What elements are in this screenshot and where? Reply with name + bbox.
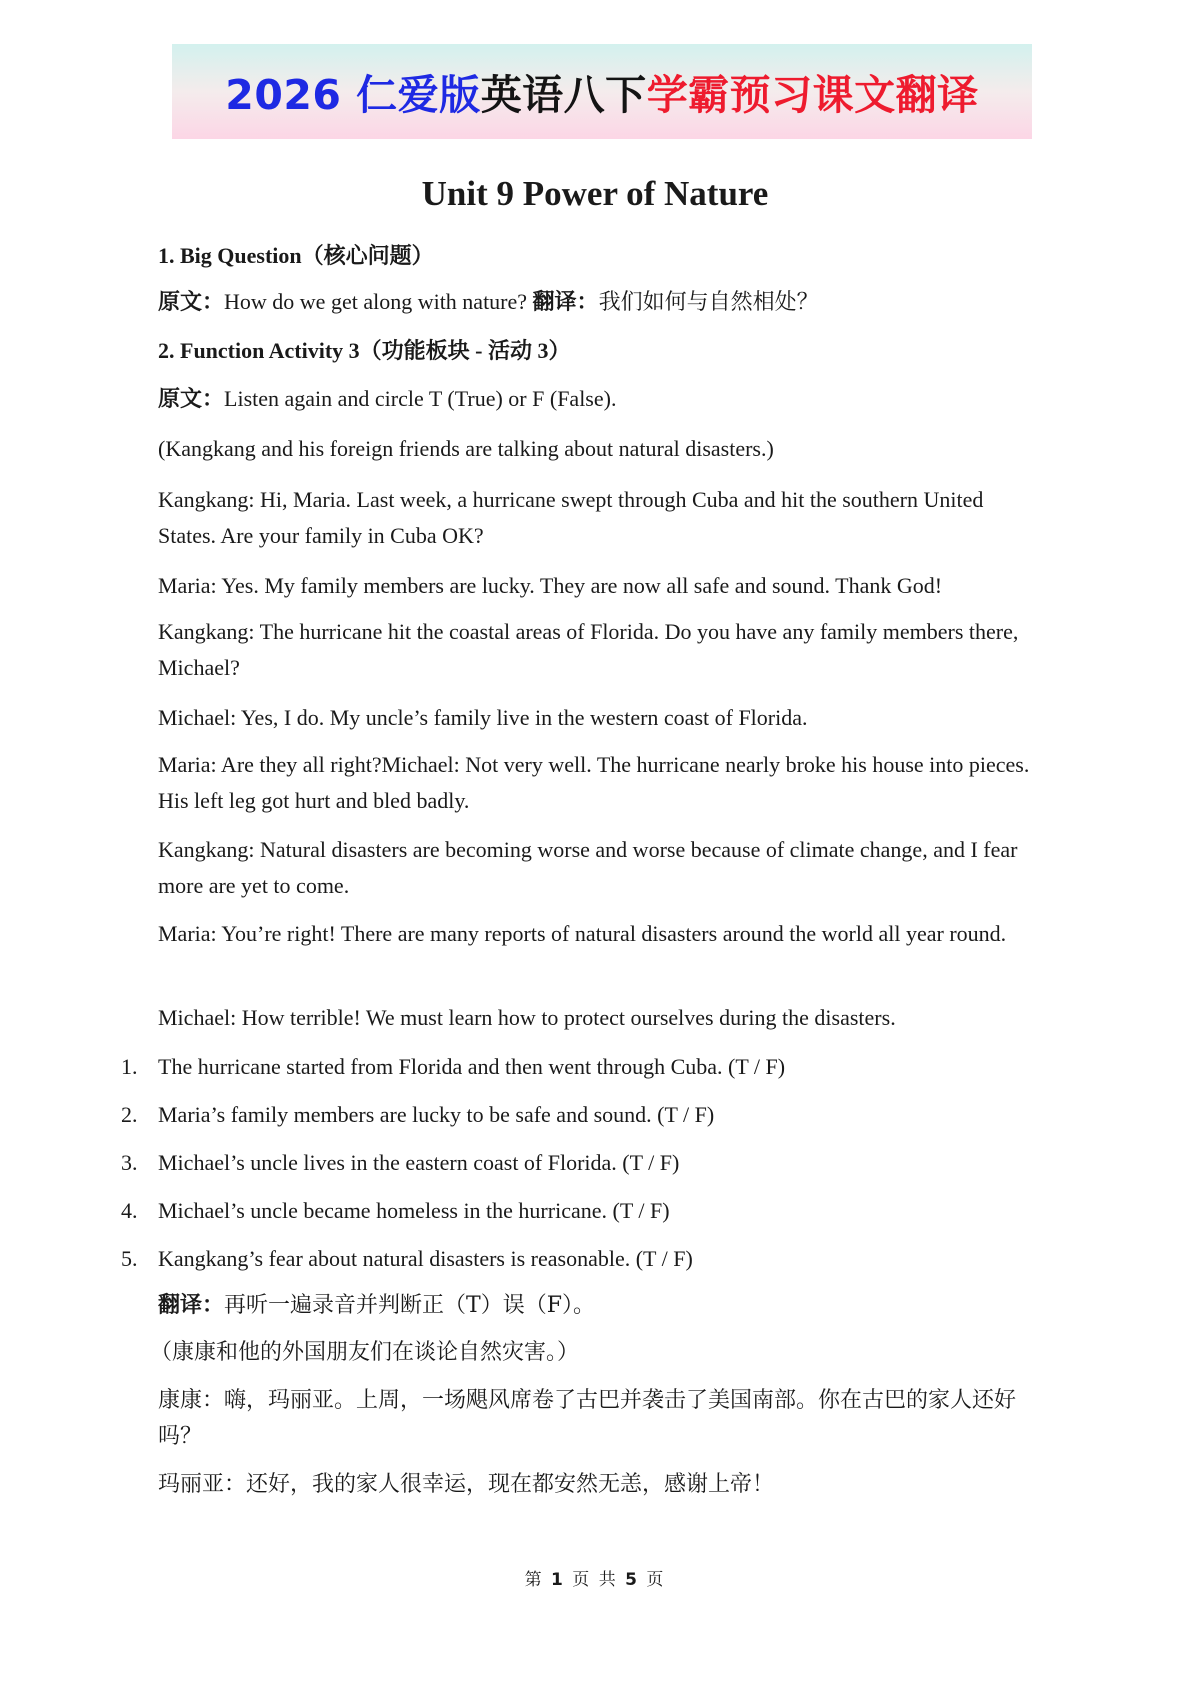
dialogue-line: Kangkang: Natural disasters are becoming worse and worse because of climate change, and I fear more are yet to come. <box>158 837 1018 898</box>
footer-total-pages: 5 <box>625 1570 639 1590</box>
translation-text: 我们如何与自然相处？ <box>598 290 819 315</box>
question-text: Michael’s uncle lives in the eastern coast of Florida. (T / F) <box>158 1150 680 1175</box>
question-number: 5. <box>121 1246 138 1271</box>
section2-heading: 2. Function Activity 3（功能板块 - 活动 3） <box>158 338 571 363</box>
question-number: 1. <box>121 1054 138 1079</box>
dialogue-line: Maria: Yes. My family members are lucky. They are now all safe and sound. Thank God! <box>158 573 943 598</box>
translation-dialogue-line: 康康：嗨，玛丽亚。上周，一场飓风席卷了古巴并袭击了美国南部。你在古巴的家人还好吗？ <box>158 1388 1017 1449</box>
section1-line <box>158 284 1038 321</box>
question-number: 4. <box>121 1198 138 1223</box>
question-text: Kangkang’s fear about natural disasters is reasonable. (T / F) <box>158 1246 693 1271</box>
question-text: The hurricane started from Florida and then went through Cuba. (T / F) <box>158 1054 786 1079</box>
banner-edition: 2026 仁爱版 <box>225 71 481 119</box>
instruction-text: Listen again and circle T (True) or F (False). <box>224 386 617 411</box>
original-label: 原文： <box>158 289 225 315</box>
original-text: How do we get along with nature? <box>224 289 533 314</box>
question-number: 2. <box>121 1102 138 1127</box>
footer-prefix: 第 <box>524 1570 552 1590</box>
dialogue-context: (Kangkang and his foreign friends are talking about natural disasters.) <box>158 436 774 461</box>
section2-instruction-line <box>158 381 1038 417</box>
dialogue-line: Maria: Are they all right?Michael: Not very well. The hurricane nearly broke his house into pieces. His left leg got hurt and bled badly. <box>158 752 1030 813</box>
translation-context: （康康和他的外国朋友们在谈论自然灾害。） <box>150 1340 580 1365</box>
dialogue-line: Kangkang: Hi, Maria. Last week, a hurricane swept through Cuba and hit the southern United States. Are your family in Cuba OK? <box>158 487 984 548</box>
dialogue-line: Kangkang: The hurricane hit the coastal areas of Florida. Do you have any family members there, Michael? <box>158 619 1019 680</box>
translation-instruction: 再听一遍录音并判断正（T）误（F）。 <box>224 1293 595 1318</box>
question-number: 3. <box>121 1150 138 1175</box>
banner-subject: 英语八下 <box>480 71 647 119</box>
translation-label: 翻译： <box>532 289 599 315</box>
unit-title: Unit 9 Power of Nature <box>421 174 769 213</box>
translation-label: 翻译： <box>158 1292 225 1318</box>
footer-middle: 页 共 <box>564 1570 626 1590</box>
banner-text <box>225 62 978 121</box>
footer-suffix: 页 <box>638 1570 666 1590</box>
section1-heading: 1. Big Question（核心问题） <box>158 243 434 268</box>
translation-dialogue-line: 玛丽亚：还好，我的家人很幸运，现在都安然无恙，感谢上帝！ <box>158 1472 775 1497</box>
dialogue-line: Maria: You’re right! There are many reports of natural disasters around the world all year round. <box>158 921 1007 946</box>
original-label: 原文： <box>158 386 225 412</box>
question-text: Michael’s uncle became homeless in the hurricane. (T / F) <box>158 1198 670 1223</box>
question-text: Maria’s family members are lucky to be safe and sound. (T / F) <box>158 1102 715 1127</box>
banner-topic: 学霸预习课文翻译 <box>646 71 979 119</box>
dialogue-line: Michael: Yes, I do. My uncle’s family live in the western coast of Florida. <box>158 705 808 730</box>
footer-page-number: 1 <box>551 1570 565 1590</box>
page-footer <box>0 1565 1190 1590</box>
translation-instruction-line <box>158 1287 1038 1324</box>
title-banner <box>172 44 1032 139</box>
dialogue-line: Michael: How terrible! We must learn how to protect ourselves during the disasters. <box>158 1005 896 1030</box>
